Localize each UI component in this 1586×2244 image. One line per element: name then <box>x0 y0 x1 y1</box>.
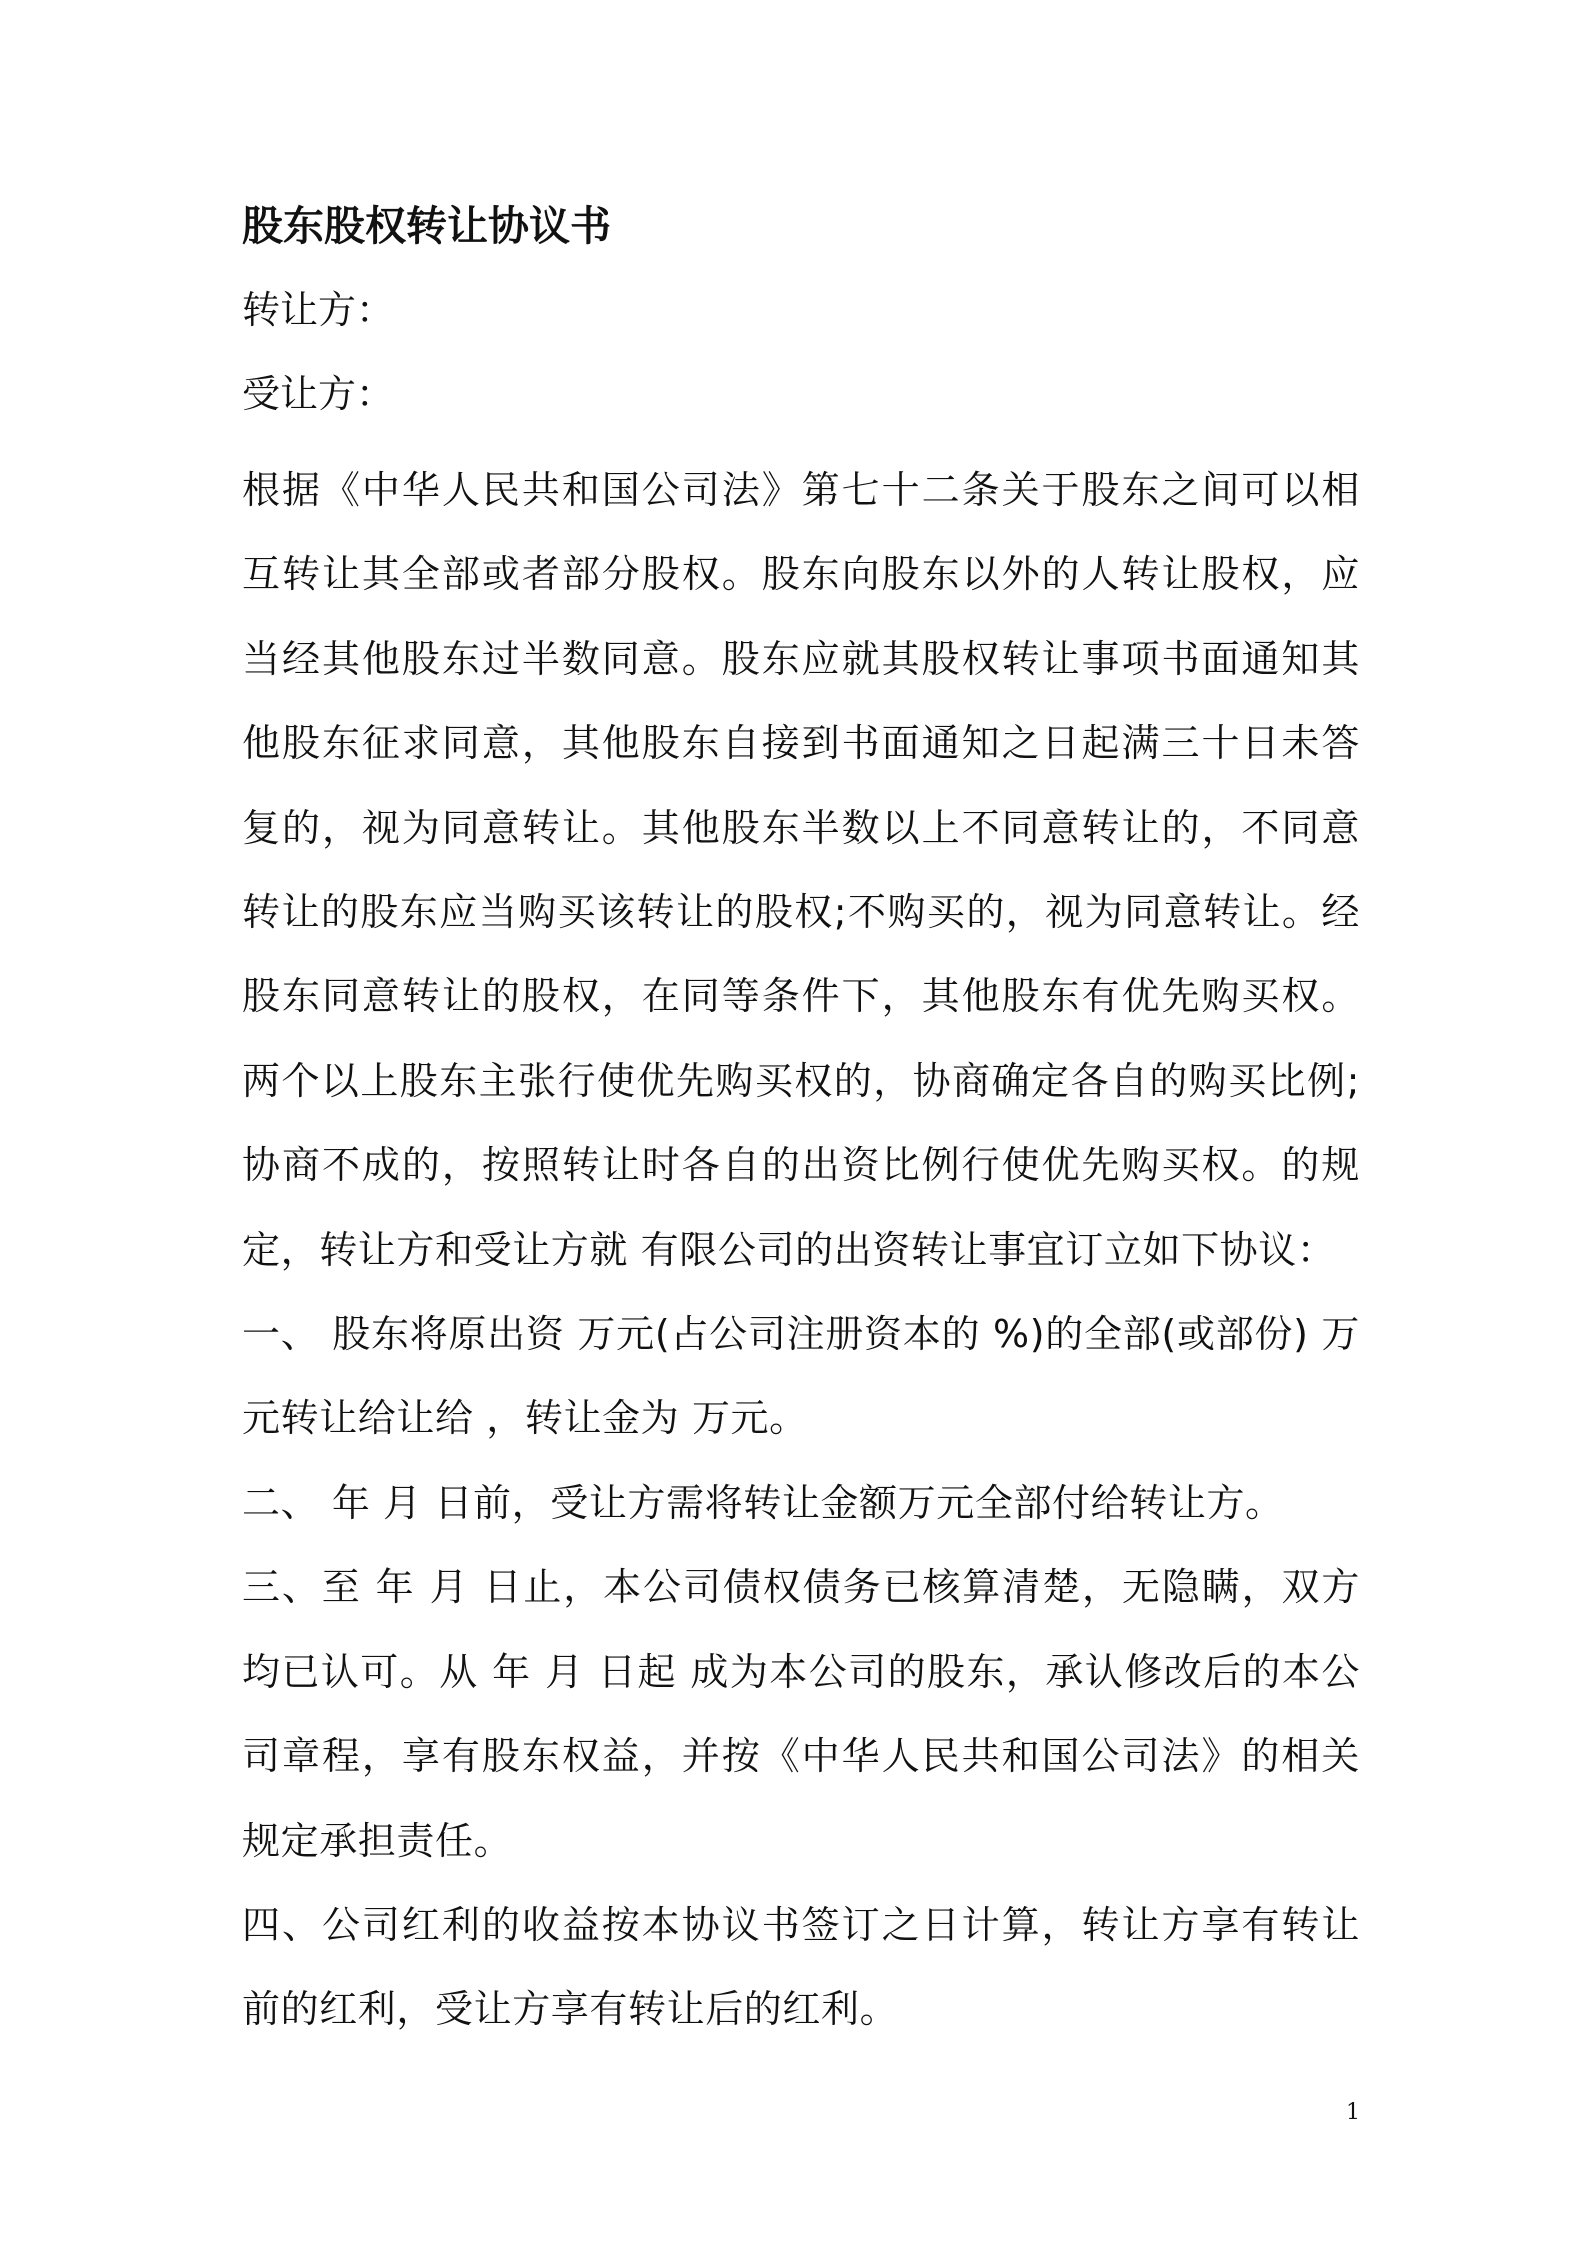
transferee-label: 受让方： <box>242 372 395 416</box>
clause-four: 四、公司红利的收益按本协议书签订之日计算，转让方享有转让前的红利，受让方享有转让后的红利。 <box>242 1902 1360 2032</box>
clause-two: 二、 年 月 日前，受让方需将转让金额万元全部付给转让方。 <box>242 1480 1284 1525</box>
document-title: 股东股权转让协议书 <box>242 202 611 250</box>
preamble-paragraph: 根据《中华人民共和国公司法》第七十二条关于股东之间可以相互转让其全部或者部分股权。股东向股东以外的人转让股权，应当经其他股东过半数同意。股东应就其股权转让事项书面通知其他股东征求同意，其他股东自接到书面通知之日起满三十日未答复的，视为同意转让。其他股东半数以上不同意转让的，不同意转让的股东应当购买该转让的股权;不购买的，视为同意转让。经股东同意转让的股权，在同等条件下，其他股东有优先购买权。两个以上股东主张行使优先购买权的，协商确定各自的购买比例;协商不成的，按照转让时各自的出资比例行使优先购买权。的规定，转让方和受让方就 有限公司的出资转让事宜订立如下协议： <box>242 468 1360 1272</box>
transferor-label: 转让方： <box>242 288 395 332</box>
clause-one: 一、 股东将原出资 万元(占公司注册资本的 %)的全部(或部份) 万元转让给让给 ，转让金为 万元。 <box>242 1312 1360 1441</box>
document-body <box>242 196 1360 2052</box>
page-number: 1 <box>1346 2100 1360 2125</box>
clause-three: 三、至 年 月 日止，本公司债权债务已核算清楚，无隐瞒，双方均已认可。从 年 月 日起 成为本公司的股东，承认修改后的本公司章程，享有股东权益，并按《中华人民共和国公司法》的相关规定承担责任。 <box>242 1565 1360 1863</box>
